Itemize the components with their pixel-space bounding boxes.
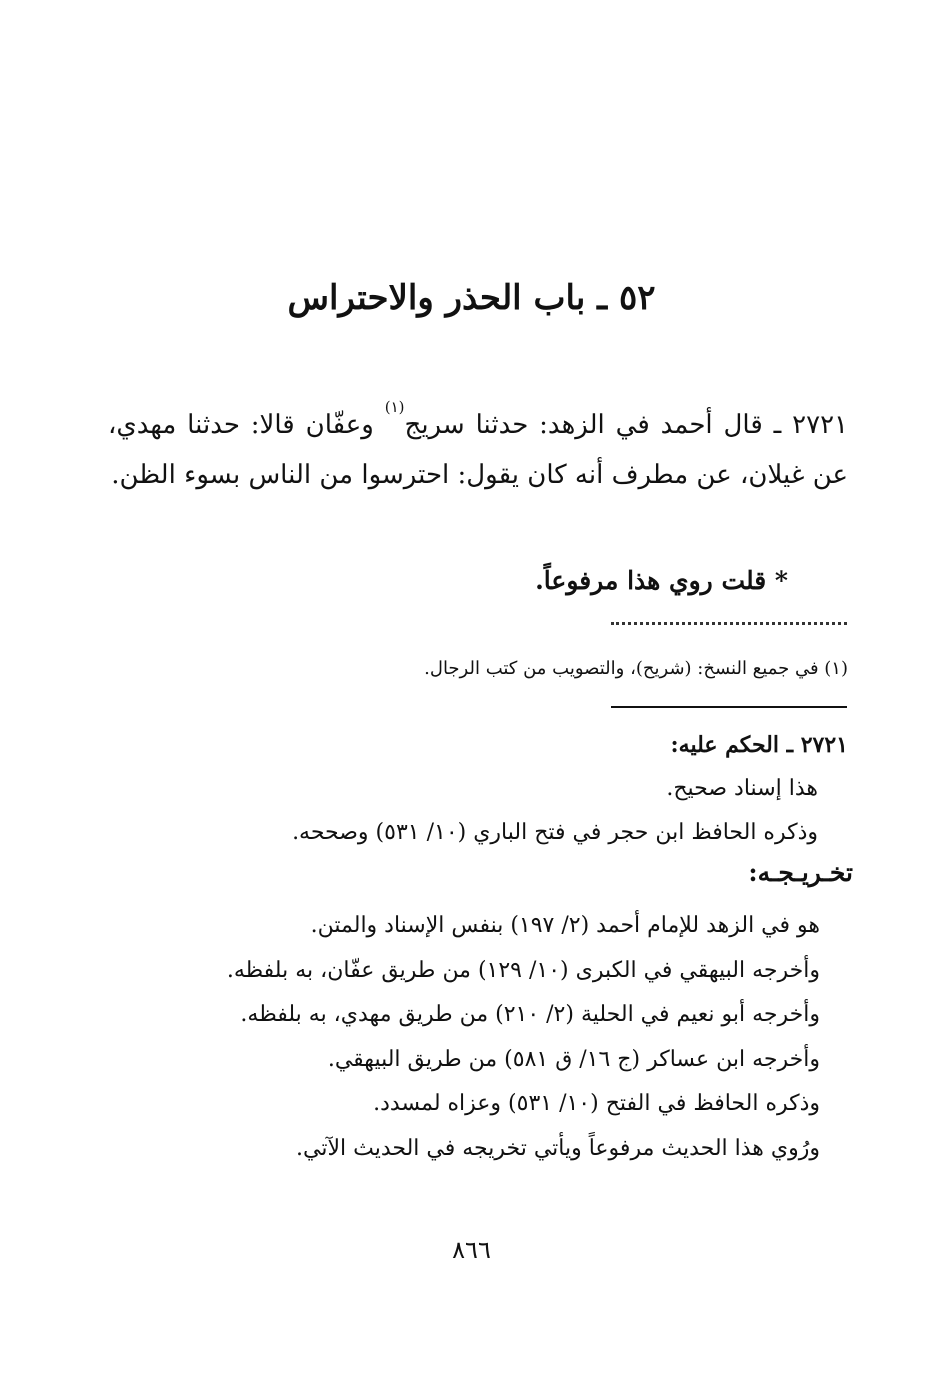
hadith-text-after-note: وعفّان قالا: حدثنا مهدي، عن غيلان، عن مطرف أنه كان يقول: احترسوا من الناس بسوء الظن. <box>108 410 848 490</box>
ruling-heading: ٢٧٢١ ـ الحكم عليه: <box>670 732 848 758</box>
footnote: (١) في جميع النسخ: (شريح)، والتصويب من كتب الرجال. <box>424 658 848 679</box>
takhrij-line: هو في الزهد للإمام أحمد (٢/ ١٩٧) بنفس الإسناد والمتن. <box>310 913 820 938</box>
author-remark: * قلت روي هذا مرفوعاً. <box>535 566 788 595</box>
takhrij-line: وأخرجه البيهقي في الكبرى (١٠/ ١٢٩) من طريق عفّان، به بلفظه. <box>226 957 820 983</box>
takhrij-list <box>108 904 820 1171</box>
footnote-reference: (١) <box>384 398 405 416</box>
page-number: ٨٦٦ <box>452 1236 491 1264</box>
takhrij-line: وذكره الحافظ في الفتح (١٠/ ٥٣١) وعزاه لمسدد. <box>373 1091 820 1116</box>
takhrij-line: وأخرجه ابن عساكر (ج ١٦/ ق ٥٨١) من طريق البيهقي. <box>327 1046 820 1072</box>
ruling-line: هذا إسناد صحيح. <box>666 776 818 801</box>
takhrij-line: ورُوي هذا الحديث مرفوعاً ويأتي تخريجه في الحديث الآتي. <box>296 1135 820 1161</box>
takhrij-line: وأخرجه أبو نعيم في الحلية (٢/ ٢١٠) من طريق مهدي، به بلفظه. <box>240 1002 820 1027</box>
footnote-separator <box>611 622 847 625</box>
chapter-title: ٥٢ ـ باب الحذر والاحتراس <box>287 278 656 318</box>
ruling-line: وذكره الحافظ ابن حجر في فتح الباري (١٠/ ٥٣١) وصححه. <box>292 820 818 845</box>
hadith-text <box>108 400 848 500</box>
takhrij-heading: تخـريـجـه: <box>748 858 853 887</box>
hadith-text-before-note: ٢٧٢١ ـ قال أحمد في الزهد: حدثنا سريج <box>404 410 848 440</box>
section-divider <box>611 706 847 708</box>
